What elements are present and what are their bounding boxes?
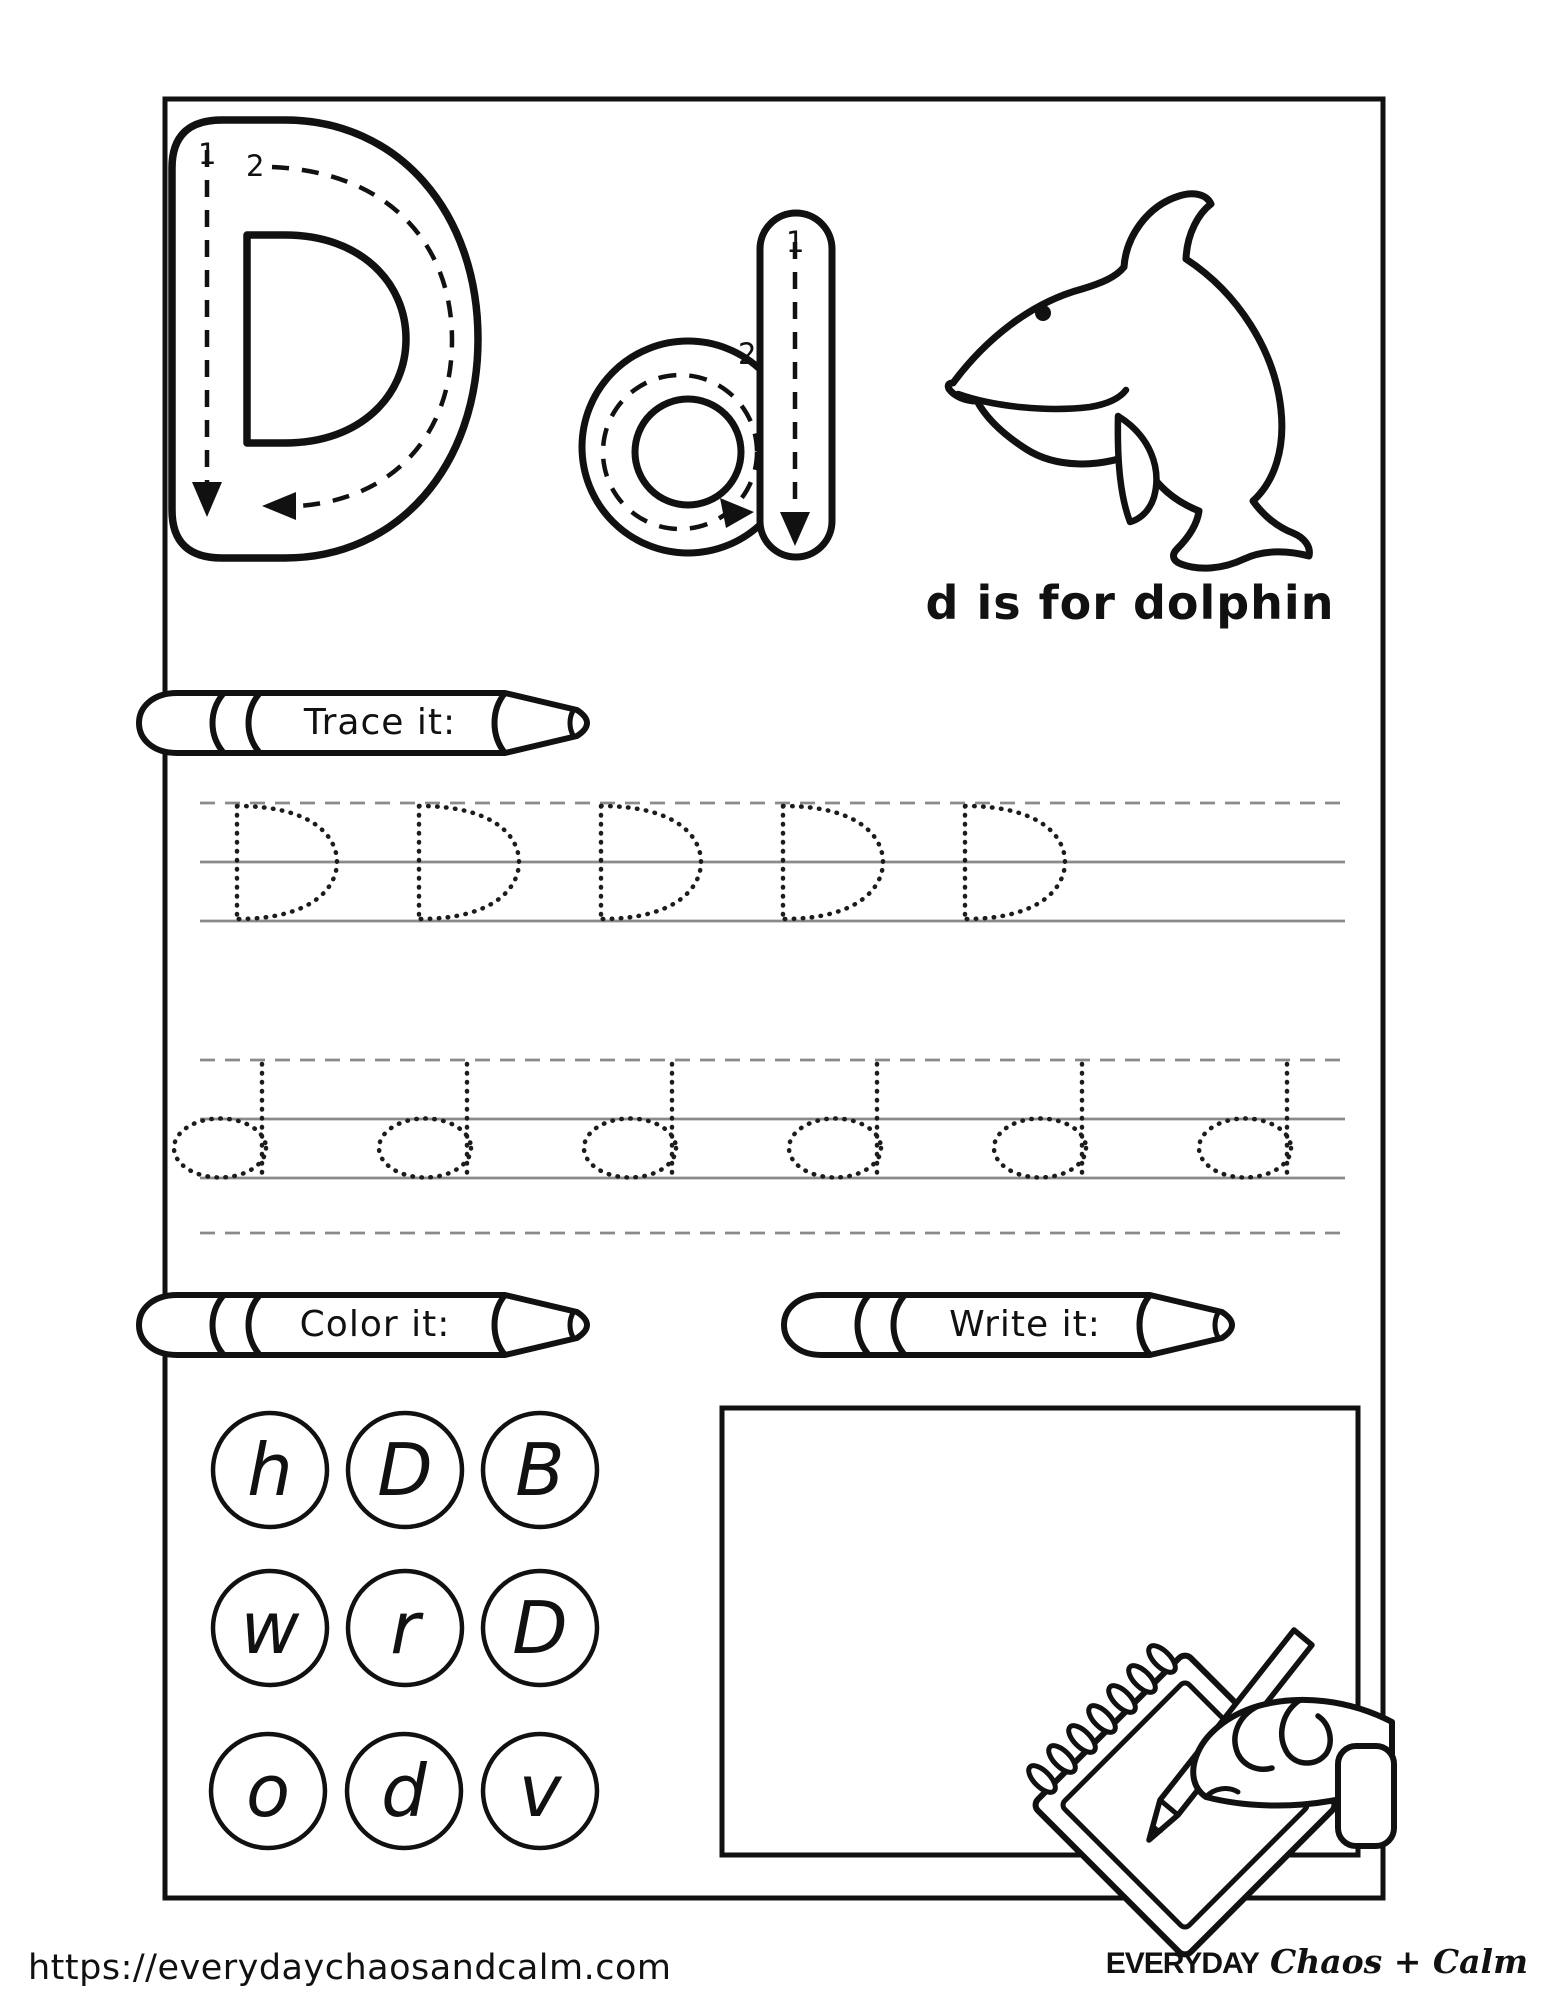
circle-letter-D: D [377, 1428, 433, 1512]
stroke-number-2-lowercase: 2 [738, 337, 757, 371]
circle-letter-h: h [247, 1428, 293, 1512]
circle-letter-w: w [240, 1586, 300, 1670]
stroke-number-1-lowercase: 1 [786, 225, 805, 259]
dotted-letter-d [789, 1064, 881, 1178]
dotted-letter-d [1199, 1064, 1291, 1178]
footer-brand-logo [1080, 1942, 1528, 1981]
dotted-letter-d [379, 1064, 471, 1178]
caption-d-is-for-dolphin: d is for dolphin [925, 576, 1335, 630]
circle-letter-d: d [381, 1749, 427, 1833]
sleeve-cuff [1338, 1746, 1394, 1846]
dotted-letter-d [584, 1064, 676, 1178]
trace-row-uppercase [200, 803, 1345, 921]
stroke-number-1-uppercase: 1 [198, 137, 217, 171]
bubble-letter-lowercase-d [582, 213, 832, 557]
circle-letter-v: v [518, 1749, 562, 1833]
stroke-number-2-uppercase: 2 [246, 149, 265, 183]
write-it-label: Write it: [949, 1304, 1101, 1345]
circle-letter-r: r [390, 1586, 420, 1670]
dolphin-illustration [948, 194, 1309, 568]
circle-letter-D2: D [512, 1586, 568, 1670]
dotted-letter-d [174, 1064, 266, 1178]
bubble-letter-uppercase-d [172, 120, 478, 558]
circle-letter-o: o [245, 1749, 291, 1833]
footer-brand-bold: EVERYDAY [1105, 1947, 1259, 1980]
dolphin-eye [1035, 305, 1051, 321]
footer-url: https://everydaychaosandcalm.com [28, 1948, 672, 1988]
footer-brand-script: Chaos + Calm [1270, 1942, 1528, 1981]
circle-letter-B: B [515, 1428, 565, 1512]
trace-it-label: Trace it: [303, 702, 457, 743]
dotted-letter-d [994, 1064, 1086, 1178]
color-it-label: Color it: [299, 1304, 451, 1345]
trace-row-lowercase [174, 1060, 1345, 1233]
